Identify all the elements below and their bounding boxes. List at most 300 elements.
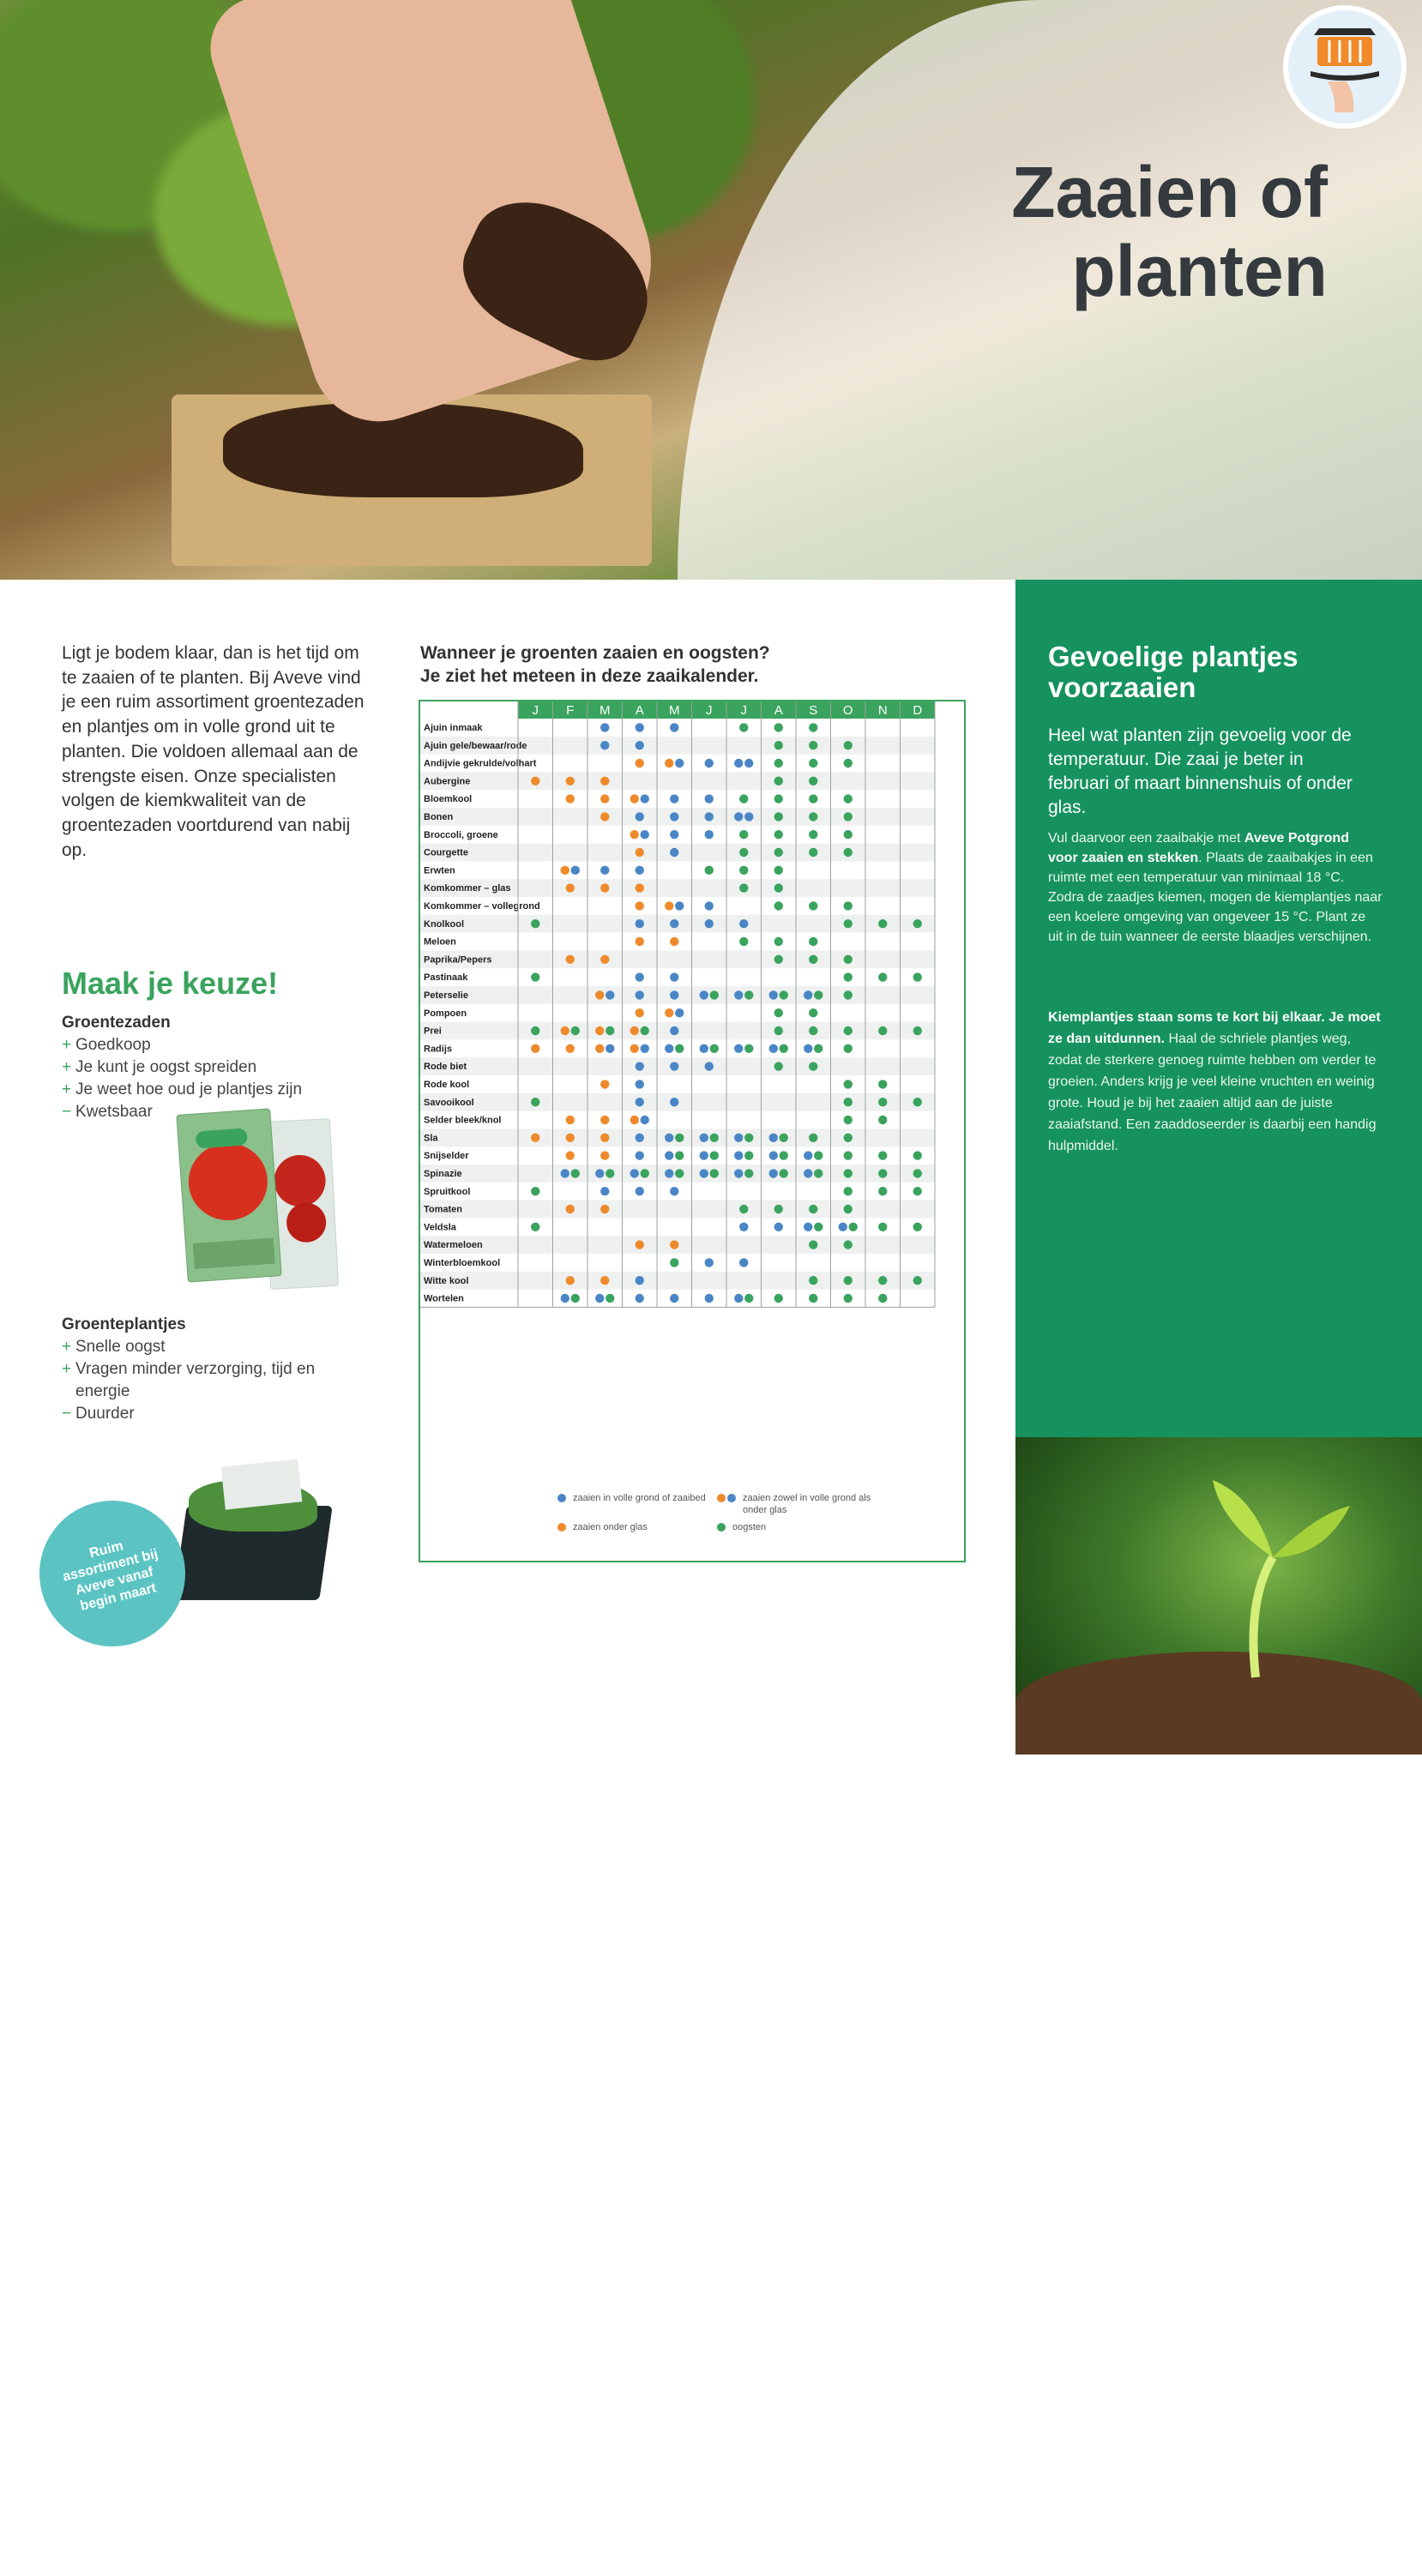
calendar-heading — [420, 641, 849, 688]
calendar-dot — [600, 1151, 609, 1159]
list-item — [62, 1056, 371, 1079]
calendar-dot — [844, 794, 853, 803]
calendar-dot — [744, 990, 753, 999]
calendar-dot — [809, 1134, 817, 1142]
calendar-dot — [814, 1044, 822, 1053]
seeds-heading: Groentezaden — [62, 1014, 171, 1032]
calendar-dot — [739, 830, 748, 839]
calendar-dot — [705, 901, 714, 910]
calendar-dot — [774, 1294, 783, 1303]
calendar-dot — [636, 741, 644, 749]
crop-name: Ajuin gele/bewaar/rode — [424, 740, 527, 751]
sprout-photo — [1015, 1437, 1422, 2575]
calendar-dot — [705, 1062, 714, 1070]
crop-name: Rode kool — [424, 1080, 470, 1090]
calendar-dot — [675, 1008, 684, 1017]
calendar-dot — [571, 1294, 580, 1303]
calendar-dot — [844, 1276, 853, 1285]
calendar-dot — [531, 1187, 539, 1195]
plus-icon: + — [62, 1036, 72, 1054]
calendar-dot — [809, 723, 817, 731]
calendar-dot — [606, 1044, 614, 1053]
legend-label: zaaien in volle grond of zaaibed — [573, 1493, 706, 1503]
calendar-dot — [774, 883, 783, 892]
calendar-dot — [636, 1187, 644, 1195]
month-label: A — [635, 703, 644, 718]
calendar-dot — [670, 919, 678, 928]
calendar-dot — [630, 1026, 639, 1035]
list-item-text: Duurder — [75, 1405, 135, 1423]
p2-bold: Kiemplantjes staan soms te kort bij elkaar. Je moet ze dan uitdunnen. — [1048, 1010, 1381, 1046]
calendar-dot — [670, 1026, 678, 1035]
calendar-dot — [700, 1044, 708, 1053]
calendar-dot — [844, 1151, 853, 1159]
calendar-dot — [705, 759, 714, 767]
calendar-dot — [600, 777, 609, 785]
calendar-dot — [734, 759, 743, 767]
list-item-text: Je weet hoe oud je plantjes zijn — [75, 1080, 303, 1098]
calendar-dot — [780, 990, 788, 999]
calendar-dot — [913, 1187, 922, 1195]
calendar-dot — [913, 1026, 922, 1035]
calendar-dot — [606, 1169, 614, 1177]
calendar-dot — [636, 1008, 644, 1017]
calendar-dot — [705, 812, 714, 821]
calendar-dot — [710, 1169, 719, 1177]
calendar-dot — [780, 1169, 788, 1177]
blue-dot-icon — [557, 1494, 566, 1502]
crop-name: Pompoen — [424, 1008, 467, 1019]
calendar-dot — [878, 1169, 887, 1177]
calendar-dot — [744, 812, 753, 821]
month-label: J — [740, 703, 747, 718]
calendar-dot — [809, 1240, 817, 1249]
calendar-dot — [630, 830, 639, 839]
calendar-dot — [780, 1151, 788, 1159]
panel-paragraph-2 — [1048, 1007, 1383, 1157]
calendar-dot — [774, 1026, 783, 1035]
calendar-dot — [566, 955, 575, 964]
calendar-dot — [636, 1062, 644, 1070]
calendar-dot — [844, 1044, 853, 1053]
calendar-dot — [804, 1044, 812, 1053]
list-item — [62, 1079, 371, 1101]
calendar-dot — [844, 1116, 853, 1124]
calendar-dot — [814, 1151, 822, 1159]
calendar-dot — [739, 937, 748, 946]
calendar-dot — [844, 901, 853, 910]
calendar-dot — [531, 1044, 539, 1053]
calendar-dot — [675, 901, 684, 910]
calendar-dot — [849, 1223, 858, 1231]
calendar-dot — [705, 830, 714, 839]
calendar-dot — [814, 990, 822, 999]
calendar-dot — [630, 1044, 639, 1053]
sowing-calendar — [419, 700, 966, 1562]
title-line-2: planten — [1071, 231, 1328, 311]
title-line-1: Zaaien of — [1011, 152, 1328, 232]
calendar-dot — [844, 1134, 853, 1142]
panel-title: Gevoelige plantjes voorzaaien — [1048, 641, 1298, 703]
calendar-dot — [700, 1151, 708, 1159]
crop-name: Bonen — [424, 812, 454, 822]
page-number: 9 — [1315, 2554, 1337, 2575]
crop-name: Andijvie gekrulde/volhart — [424, 758, 537, 769]
crop-name: Paprika/Pepers — [424, 954, 492, 966]
p1-text: . Plaats de zaaibakjes in een ruimte met een temperatuur van minimaal 18 °C. Zodra de zaadjes kiemen, mogen de kiemplantjes naar een koelere omgeving van ongeveer 15 °C. Plant ze uit in de tuin wanneer de eerste blaadjes verschijnen. — [1048, 851, 1383, 944]
calendar-dot — [774, 955, 783, 964]
calendar-dot — [774, 937, 783, 946]
calendar-dot — [641, 1116, 649, 1124]
legend-label: zaaien zowel in volle grond als onder glas — [743, 1493, 871, 1515]
calendar-dot — [531, 1026, 539, 1035]
tomato-image — [273, 1153, 327, 1207]
calendar-dot — [675, 759, 684, 767]
calendar-dot — [705, 919, 714, 928]
calendar-dot — [636, 866, 644, 875]
calendar-dot — [774, 794, 783, 803]
calendar-dot — [566, 1116, 575, 1124]
calendar-dot — [636, 812, 644, 821]
calendar-dot — [780, 1044, 788, 1053]
calendar-dot — [844, 919, 853, 928]
calendar-dot — [606, 1294, 614, 1303]
calendar-dot — [636, 937, 644, 946]
assortment-badge: Ruim assortiment bij Aveve vanaf begin maart — [24, 1485, 201, 1662]
calendar-dot — [670, 1258, 678, 1267]
calendar-dot — [531, 919, 539, 928]
calendar-dot — [675, 1169, 684, 1177]
month-label: S — [809, 703, 818, 718]
calendar-dot — [744, 759, 753, 767]
list-item-text: Je kunt je oogst spreiden — [75, 1058, 257, 1076]
calendar-dot — [670, 1294, 678, 1303]
green-dot-icon — [717, 1523, 726, 1532]
calendar-dot — [814, 1223, 822, 1231]
choice-title: Maak je keuze! — [62, 966, 279, 1001]
calendar-dot — [878, 1294, 887, 1303]
calendar-dot — [839, 1223, 847, 1231]
calendar-dot — [636, 883, 644, 892]
calendar-dot — [600, 794, 609, 803]
calendar-dot — [774, 901, 783, 910]
calendar-dot — [744, 1044, 753, 1053]
crop-name: Veldsla — [424, 1222, 456, 1233]
calendar-dot — [913, 1151, 922, 1159]
calendar-dot — [670, 830, 678, 839]
calendar-dot — [665, 1008, 673, 1017]
row-band — [420, 772, 935, 790]
calendar-dot — [774, 777, 783, 785]
calendar-dot — [804, 1223, 812, 1231]
calendar-dot — [665, 1169, 673, 1177]
calendar-dot — [913, 1169, 922, 1177]
calendar-dot — [844, 1169, 853, 1177]
calendar-dot — [878, 1026, 887, 1035]
calendar-dot — [665, 901, 673, 910]
calendar-dot — [774, 741, 783, 749]
crop-name: Watermeloen — [424, 1240, 483, 1251]
crop-name: Komkommer – glas — [424, 883, 511, 894]
calendar-dot — [641, 794, 649, 803]
calendar-dot — [561, 866, 569, 875]
calendar-dot — [531, 1134, 539, 1142]
calendar-dot — [630, 794, 639, 803]
calendar-dot — [734, 812, 743, 821]
list-item — [62, 1034, 371, 1056]
calendar-dot — [636, 1151, 644, 1159]
calendar-dot — [566, 1276, 575, 1285]
calendar-dot — [774, 812, 783, 821]
calendar-dot — [809, 1008, 817, 1017]
seeds-list — [62, 1012, 371, 1123]
calendar-dot — [600, 1080, 609, 1088]
calendar-dot — [804, 1151, 812, 1159]
calendar-dot — [700, 1134, 708, 1142]
calendar-dot — [744, 1134, 753, 1142]
calendar-dot — [809, 830, 817, 839]
calendar-dot — [878, 1151, 887, 1159]
calendar-dot — [710, 1134, 719, 1142]
calendar-dot — [769, 1169, 778, 1177]
calendar-heading-line-1: Wanneer je groenten zaaien en oogsten? — [420, 643, 770, 663]
calendar-dot — [600, 883, 609, 892]
calendar-dot — [844, 848, 853, 857]
calendar-dot — [600, 1187, 609, 1195]
calendar-dot — [566, 1205, 575, 1213]
calendar-dot — [739, 1205, 748, 1213]
calendar-dot — [700, 990, 708, 999]
calendar-dot — [595, 1294, 604, 1303]
month-label: J — [532, 703, 539, 718]
calendar-grid — [420, 701, 964, 1561]
calendar-dot — [878, 972, 887, 981]
calendar-dot — [670, 1062, 678, 1070]
calendar-dot — [744, 1169, 753, 1177]
calendar-dot — [566, 1151, 575, 1159]
calendar-dot — [566, 794, 575, 803]
calendar-dot — [630, 1116, 639, 1124]
calendar-dot — [774, 759, 783, 767]
calendar-dot — [665, 1134, 673, 1142]
calendar-dot — [705, 1294, 714, 1303]
calendar-dot — [710, 1044, 719, 1053]
calendar-dot — [913, 972, 922, 981]
calendar-dot — [780, 1134, 788, 1142]
crop-name: Spruitkool — [424, 1186, 471, 1197]
calendar-dot — [734, 990, 743, 999]
calendar-dot — [705, 1258, 714, 1267]
legend-sow-open — [557, 1492, 720, 1504]
calendar-dot — [636, 990, 644, 999]
calendar-dot — [809, 955, 817, 964]
calendar-dot — [734, 1169, 743, 1177]
calendar-dot — [844, 1026, 853, 1035]
minus-icon: − — [62, 1103, 72, 1121]
calendar-dot — [571, 866, 580, 875]
calendar-dot — [670, 1240, 678, 1249]
panel-lead: Heel wat planten zijn gevoelig voor de temperatuur. Die zaai je beter in februari of maart binnenshuis of onder glas. — [1048, 725, 1353, 817]
calendar-dot — [630, 1169, 639, 1177]
calendar-dot — [636, 1098, 644, 1106]
crop-name: Tomaten — [424, 1204, 463, 1215]
crop-name: Selder bleek/knol — [424, 1115, 502, 1126]
p2-text: Haal de schriele plantjes weg, zodat de sterkere genoeg ruimte hebben om verder te groeien. Anders krijg je veel kleine vruchten en weinig grote. Houd je bij het zaaien altijd aan de juiste zaaiafstand. Een zaaddoseerder is daarbij een handig hulpmiddel. — [1048, 1032, 1377, 1153]
crop-name: Prei — [424, 1026, 442, 1037]
calendar-dot — [774, 1205, 783, 1213]
calendar-dot — [700, 1169, 708, 1177]
calendar-dot — [595, 1169, 604, 1177]
calendar-dot — [670, 812, 678, 821]
crop-name: Sla — [424, 1133, 438, 1144]
calendar-dot — [809, 794, 817, 803]
calendar-dot — [744, 1151, 753, 1159]
calendar-dot — [774, 848, 783, 857]
calendar-dot — [774, 1223, 783, 1231]
crop-name: Savooikool — [424, 1097, 474, 1108]
legend-harvest — [717, 1521, 880, 1533]
calendar-dot — [665, 759, 673, 767]
calendar-dot — [600, 1134, 609, 1142]
calendar-dot — [913, 1098, 922, 1106]
calendar-dot — [561, 1294, 569, 1303]
crop-name: Aubergine — [424, 776, 471, 787]
calendar-dot — [670, 937, 678, 946]
orange-dot-icon — [717, 1494, 726, 1502]
calendar-dot — [844, 1240, 853, 1249]
calendar-dot — [531, 1098, 539, 1106]
calendar-dot — [641, 1169, 649, 1177]
crop-name: Wortelen — [424, 1293, 464, 1304]
calendar-dot — [636, 723, 644, 731]
calendar-dot — [809, 1276, 817, 1285]
calendar-dot — [600, 1276, 609, 1285]
month-label: N — [877, 703, 888, 718]
plus-icon: + — [62, 1360, 72, 1378]
calendar-dot — [814, 1169, 822, 1177]
calendar-dot — [739, 848, 748, 857]
month-label: M — [600, 703, 611, 718]
plants-list — [62, 1314, 371, 1425]
seed-packet-leaves — [196, 1128, 248, 1148]
calendar-dot — [739, 883, 748, 892]
calendar-dot — [769, 1044, 778, 1053]
crop-name: Radijs — [424, 1044, 453, 1055]
crop-name: Bloemkool — [424, 794, 473, 805]
calendar-dot — [878, 1116, 887, 1124]
p1-bold: Aveve Potgrond voor zaaien en stekken — [1048, 831, 1349, 865]
calendar-dot — [809, 1294, 817, 1303]
month-label: F — [566, 703, 575, 718]
list-item-text: Snelle oogst — [75, 1338, 166, 1356]
calendar-dot — [774, 830, 783, 839]
calendar-dot — [878, 1223, 887, 1231]
crop-name: Broccoli, groene — [424, 829, 498, 840]
calendar-dot — [809, 759, 817, 767]
calendar-dot — [531, 972, 539, 981]
plant-label — [221, 1459, 303, 1509]
calendar-dot — [774, 866, 783, 875]
calendar-dot — [670, 848, 678, 857]
calendar-dot — [739, 723, 748, 731]
list-item — [62, 1336, 371, 1358]
calendar-dot — [531, 1223, 539, 1231]
calendar-dot — [571, 1026, 580, 1035]
calendar-dot — [809, 848, 817, 857]
calendar-dot — [769, 1151, 778, 1159]
calendar-dot — [710, 990, 719, 999]
calendar-dot — [739, 794, 748, 803]
plus-icon: + — [62, 1058, 72, 1076]
calendar-dot — [809, 777, 817, 785]
row-band — [420, 950, 935, 968]
calendar-dot — [809, 1205, 817, 1213]
calendar-dot — [739, 1223, 748, 1231]
calendar-dot — [809, 1026, 817, 1035]
calendar-dot — [844, 741, 853, 749]
calendar-dot — [734, 1151, 743, 1159]
calendar-dot — [844, 1205, 853, 1213]
list-item-text: Kwetsbaar — [75, 1103, 153, 1121]
calendar-dot — [774, 1062, 783, 1070]
list-item-text: Vragen minder verzorging, tijd en energie — [75, 1360, 316, 1400]
calendar-dot — [636, 759, 644, 767]
crop-name: Ajuin inmaak — [424, 723, 483, 733]
calendar-dot — [913, 919, 922, 928]
legend-label: oogsten — [732, 1522, 767, 1532]
list-item-text: Goedkoop — [75, 1036, 151, 1054]
crop-name: Peterselie — [424, 990, 468, 1001]
calendar-dot — [705, 794, 714, 803]
footer-section: Zaaien of planten — [1146, 2554, 1301, 2575]
hero-photo — [0, 0, 1422, 580]
blue-dot-icon — [727, 1494, 736, 1502]
calendar-dot — [878, 1276, 887, 1285]
calendar-dot — [600, 1116, 609, 1124]
calendar-dot — [561, 1169, 569, 1177]
calendar-dot — [878, 1187, 887, 1195]
calendar-dot — [844, 812, 853, 821]
crop-name: Komkommer – vollegrond — [424, 901, 540, 912]
calendar-dot — [675, 1151, 684, 1159]
calendar-heading-line-2: Je ziet het meteen in deze zaaikalender. — [420, 666, 759, 686]
seed-packet — [176, 1108, 281, 1282]
calendar-dot — [670, 794, 678, 803]
seed-packet-label — [193, 1238, 275, 1269]
list-item — [62, 1403, 371, 1425]
seedling-tray — [163, 1472, 334, 1609]
calendar-dot — [844, 1080, 853, 1088]
calendar-dot — [670, 723, 678, 731]
calendar-dot — [744, 1294, 753, 1303]
crop-name: Snijselder — [424, 1151, 469, 1162]
calendar-dot — [600, 812, 609, 821]
calendar-dot — [600, 1205, 609, 1213]
calendar-dot — [809, 741, 817, 749]
calendar-dot — [641, 1044, 649, 1053]
calendar-dot — [600, 866, 609, 875]
calendar-dot — [675, 1044, 684, 1053]
calendar-dot — [844, 1294, 853, 1303]
calendar-dot — [739, 1258, 748, 1267]
calendar-dot — [670, 1098, 678, 1106]
calendar-dot — [734, 1044, 743, 1053]
calendar-dot — [878, 1098, 887, 1106]
panel-paragraph-1 — [1048, 828, 1383, 947]
crop-name: Winterbloemkool — [424, 1258, 501, 1268]
crop-name: Courgette — [424, 847, 468, 858]
minus-icon: − — [62, 1405, 72, 1423]
